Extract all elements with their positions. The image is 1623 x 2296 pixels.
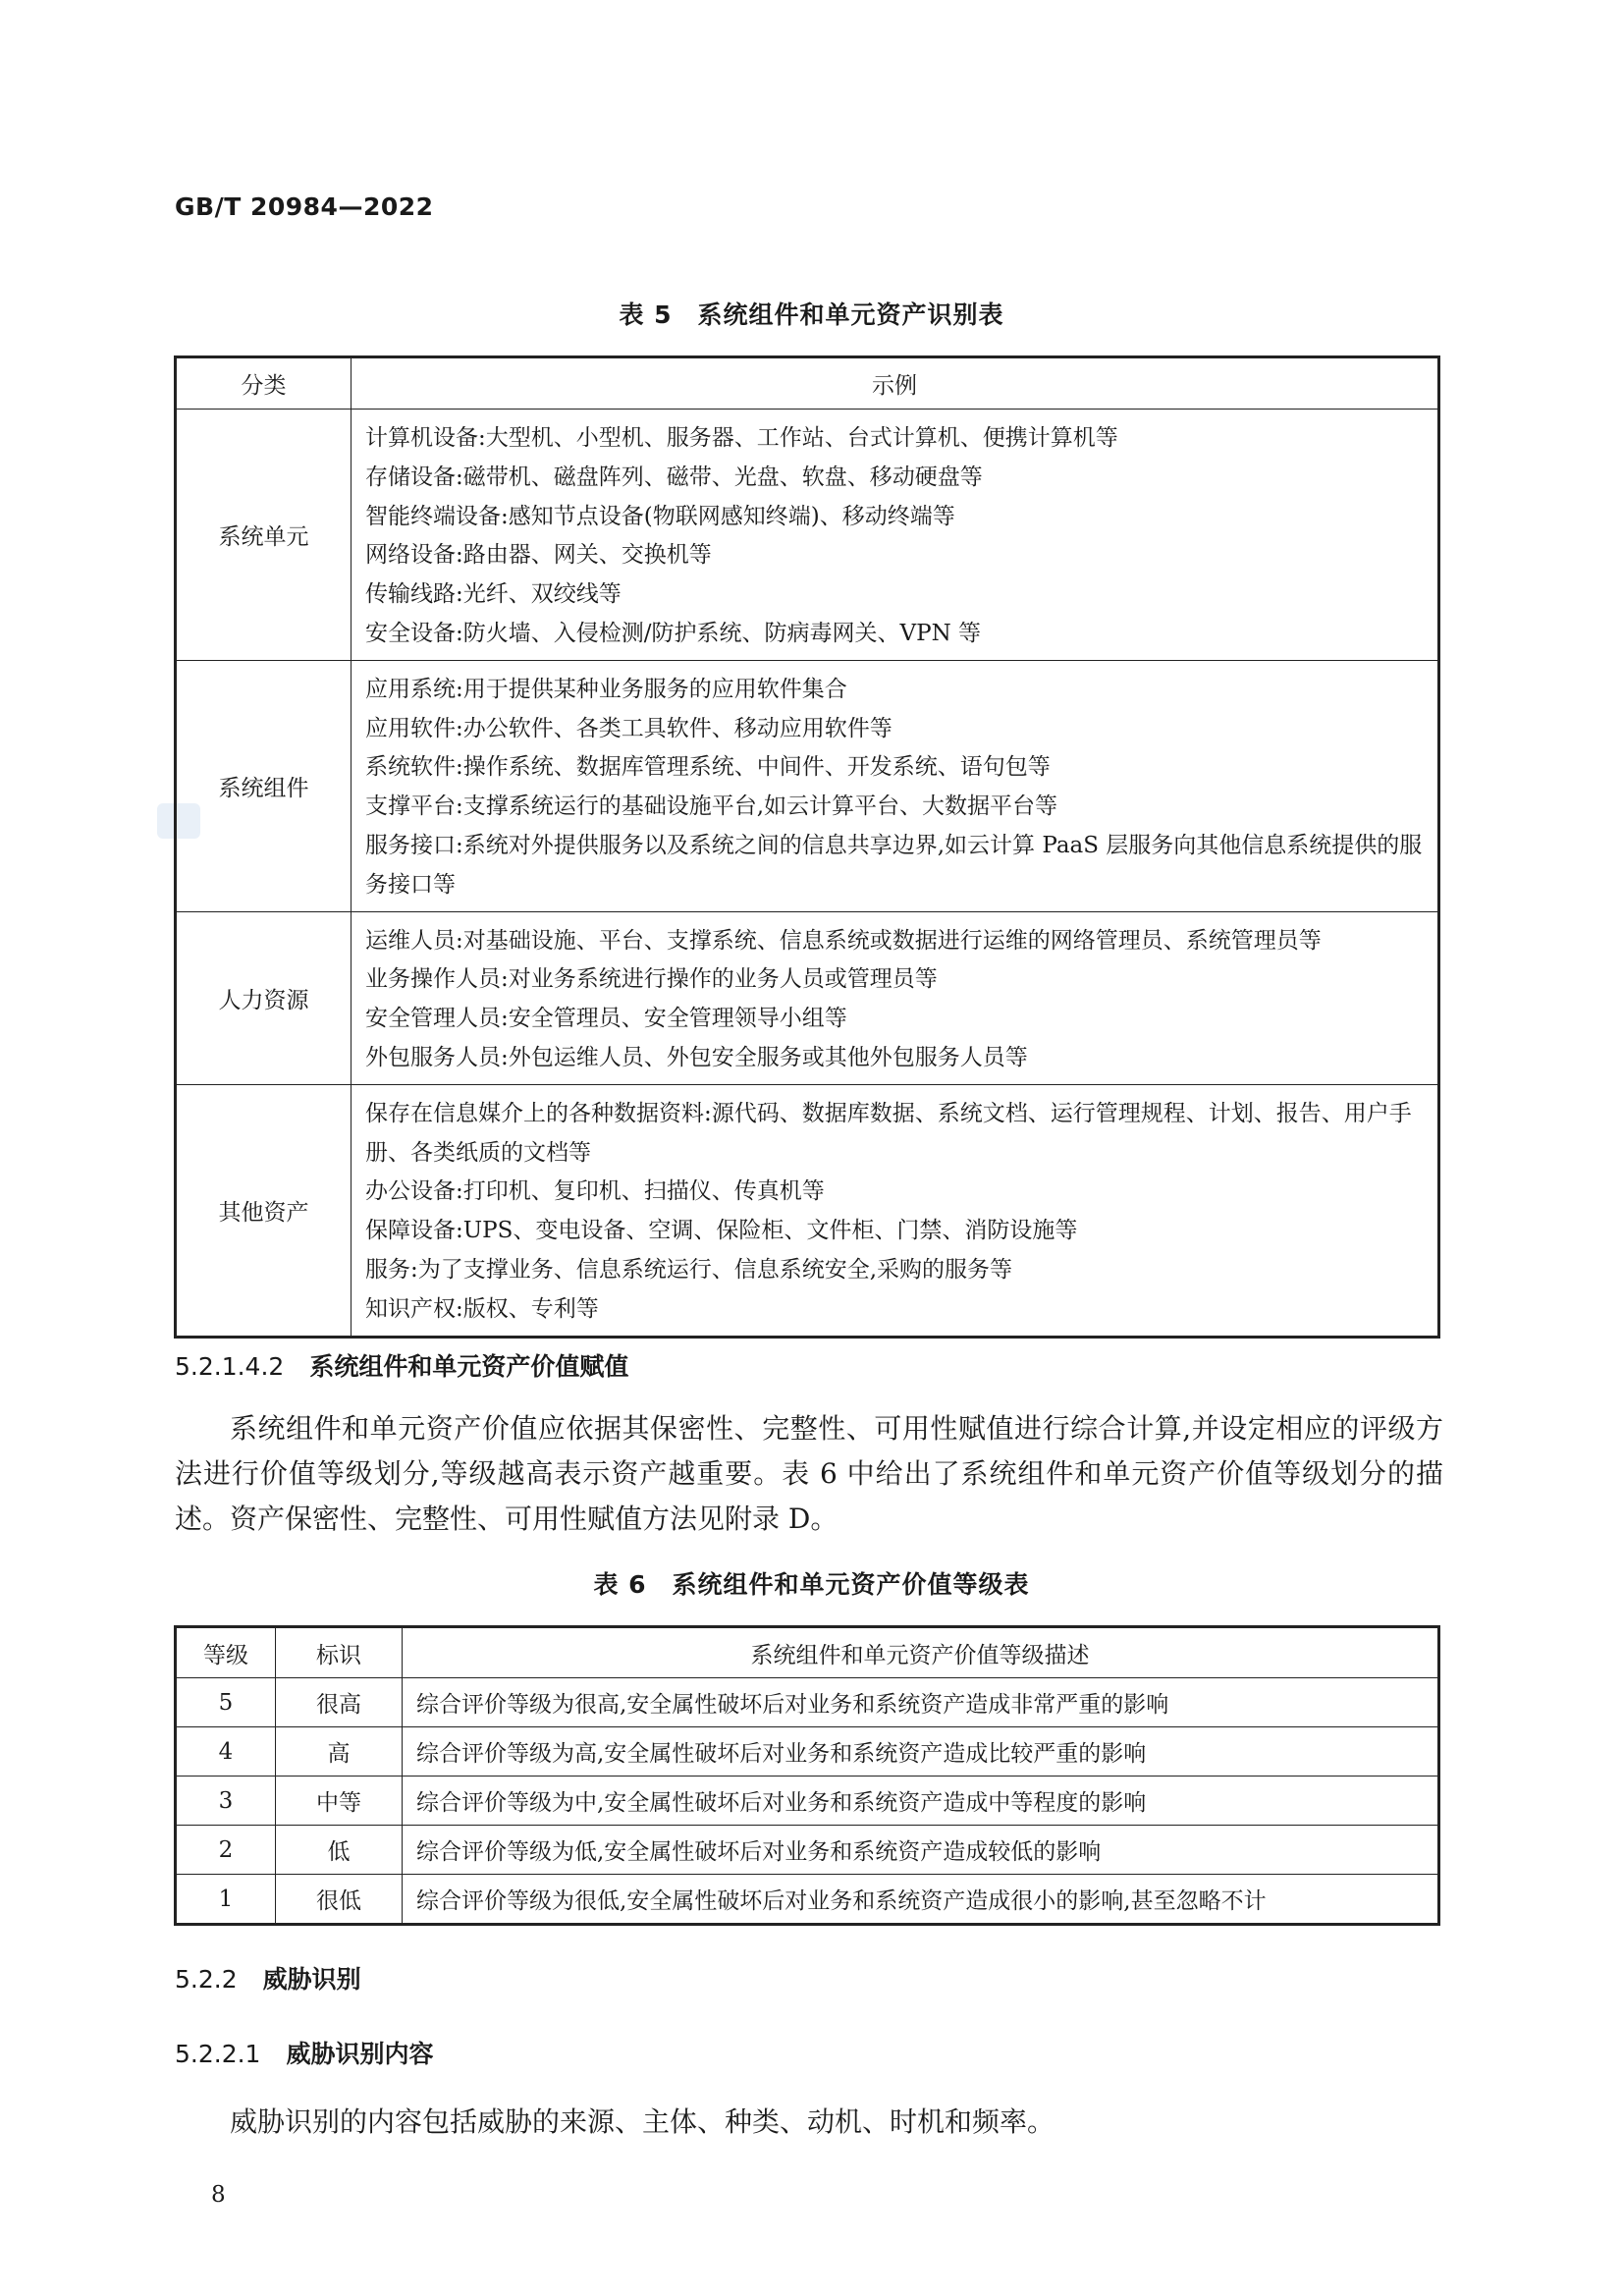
section-heading-5-2-2 [175,1960,361,1995]
examples-cell [352,660,1439,911]
description-cell: 综合评价等级为低,安全属性破坏后对业务和系统资产造成较低的影响 [403,1826,1439,1875]
section-heading-5-2-1-4-2 [175,1347,628,1383]
page-number: 8 [211,2182,226,2208]
label-cell: 很低 [276,1875,403,1925]
paragraph: 威胁识别的内容包括威胁的来源、主体、种类、动机、时机和频率。 [230,2105,1055,2138]
category-cell: 系统单元 [176,410,352,661]
examples-cell [352,911,1439,1084]
table-header-row [176,357,1439,410]
example-line: 办公设备:打印机、复印机、扫描仪、传真机等 [365,1178,825,1205]
table-row [176,1777,1439,1826]
example-line: 知识产权:版权、专利等 [365,1295,599,1322]
description-cell: 综合评价等级为中,安全属性破坏后对业务和系统资产造成中等程度的影响 [403,1777,1439,1826]
level-cell: 3 [176,1777,276,1826]
example-line: 服务:为了支撑业务、信息系统运行、信息系统安全,采购的服务等 [365,1256,1013,1283]
column-header: 分类 [176,357,352,410]
label-cell: 很高 [276,1678,403,1727]
table-row [176,911,1439,1084]
level-cell: 2 [176,1826,276,1875]
category-cell: 其他资产 [176,1084,352,1337]
examples-cell [352,1084,1439,1337]
section-title: 系统组件和单元资产价值赋值 [309,1352,629,1381]
example-line: 计算机设备:大型机、小型机、服务器、工作站、台式计算机、便携计算机等 [365,425,1118,451]
section-number: 5.2.1.4.2 [175,1352,285,1381]
example-line: 服务接口:系统对外提供服务以及系统之间的信息共享边界,如云计算 PaaS 层服务向其他信息系统提供的服务接口等 [365,832,1423,898]
column-header: 系统组件和单元资产价值等级描述 [403,1627,1439,1678]
table-header-row [176,1627,1439,1678]
table-row [176,1826,1439,1875]
level-cell: 4 [176,1727,276,1777]
table6-title: 表 6 系统组件和单元资产价值等级表 [593,1570,1030,1599]
column-header: 标识 [276,1627,403,1678]
level-cell: 1 [176,1875,276,1925]
example-line: 存储设备:磁带机、磁盘阵列、磁带、光盘、软盘、移动硬盘等 [365,464,983,490]
example-line: 应用软件:办公软件、各类工具软件、移动应用软件等 [365,715,893,741]
example-line: 网络设备:路由器、网关、交换机等 [365,542,712,569]
paragraph: 系统组件和单元资产价值应依据其保密性、完整性、可用性赋值进行综合计算,并设定相应的评级方法进行价值等级划分,等级越高表示资产越重要。表 6 中给出了系统组件和单元资产价值等级划分的描述。资产保密性、完整性、可用性赋值方法见附录 D。 [175,1412,1443,1535]
table-row [176,410,1439,661]
table-row [176,1084,1439,1337]
table-row [176,1875,1439,1925]
example-line: 安全管理人员:安全管理员、安全管理领导小组等 [365,1006,847,1032]
example-line: 安全设备:防火墙、入侵检测/防护系统、防病毒网关、VPN 等 [365,620,982,646]
category-cell: 系统组件 [176,660,352,911]
column-header: 等级 [176,1627,276,1678]
asset-value-level-table [174,1625,1440,1926]
example-line: 保障设备:UPS、变电设备、空调、保险柜、文件柜、门禁、消防设施等 [365,1218,1078,1244]
section-heading-5-2-2-1 [175,2035,433,2070]
section-title: 威胁识别内容 [286,2040,434,2068]
column-header: 示例 [352,357,1439,410]
table5-title: 表 5 系统组件和单元资产识别表 [619,301,1004,329]
table-row [176,1678,1439,1727]
label-cell: 中等 [276,1777,403,1826]
example-line: 系统软件:操作系统、数据库管理系统、中间件、开发系统、语句包等 [365,754,1051,781]
label-cell: 高 [276,1727,403,1777]
example-line: 保存在信息媒介上的各种数据资料:源代码、数据库数据、系统文档、运行管理规程、计划、报告、用户手册、各类纸质的文档等 [365,1100,1412,1166]
example-line: 运维人员:对基础设施、平台、支撑系统、信息系统或数据进行运维的网络管理员、系统管理员等 [365,927,1322,954]
description-cell: 综合评价等级为很高,安全属性破坏后对业务和系统资产造成非常严重的影响 [403,1678,1439,1727]
example-line: 支撑平台:支撑系统运行的基础设施平台,如云计算平台、大数据平台等 [365,793,1058,820]
description-cell: 综合评价等级为很低,安全属性破坏后对业务和系统资产造成很小的影响,甚至忽略不计 [403,1875,1439,1925]
example-line: 传输线路:光纤、双绞线等 [365,581,622,608]
document-code: GB/T 20984—2022 [175,192,434,221]
example-line: 智能终端设备:感知节点设备(物联网感知终端)、移动终端等 [365,503,955,529]
example-line: 业务操作人员:对业务系统进行操作的业务人员或管理员等 [365,966,938,993]
level-cell: 5 [176,1678,276,1727]
example-line: 应用系统:用于提供某种业务服务的应用软件集合 [365,676,847,702]
example-line: 外包服务人员:外包运维人员、外包安全服务或其他外包服务人员等 [365,1044,1028,1070]
examples-cell [352,410,1439,661]
table-row [176,660,1439,911]
section-title: 威胁识别 [262,1965,361,1994]
asset-identification-table [174,355,1440,1339]
description-cell: 综合评价等级为高,安全属性破坏后对业务和系统资产造成比较严重的影响 [403,1727,1439,1777]
section-number: 5.2.2.1 [175,2040,261,2068]
category-cell: 人力资源 [176,911,352,1084]
table-row [176,1727,1439,1777]
label-cell: 低 [276,1826,403,1875]
section-number: 5.2.2 [175,1965,238,1994]
